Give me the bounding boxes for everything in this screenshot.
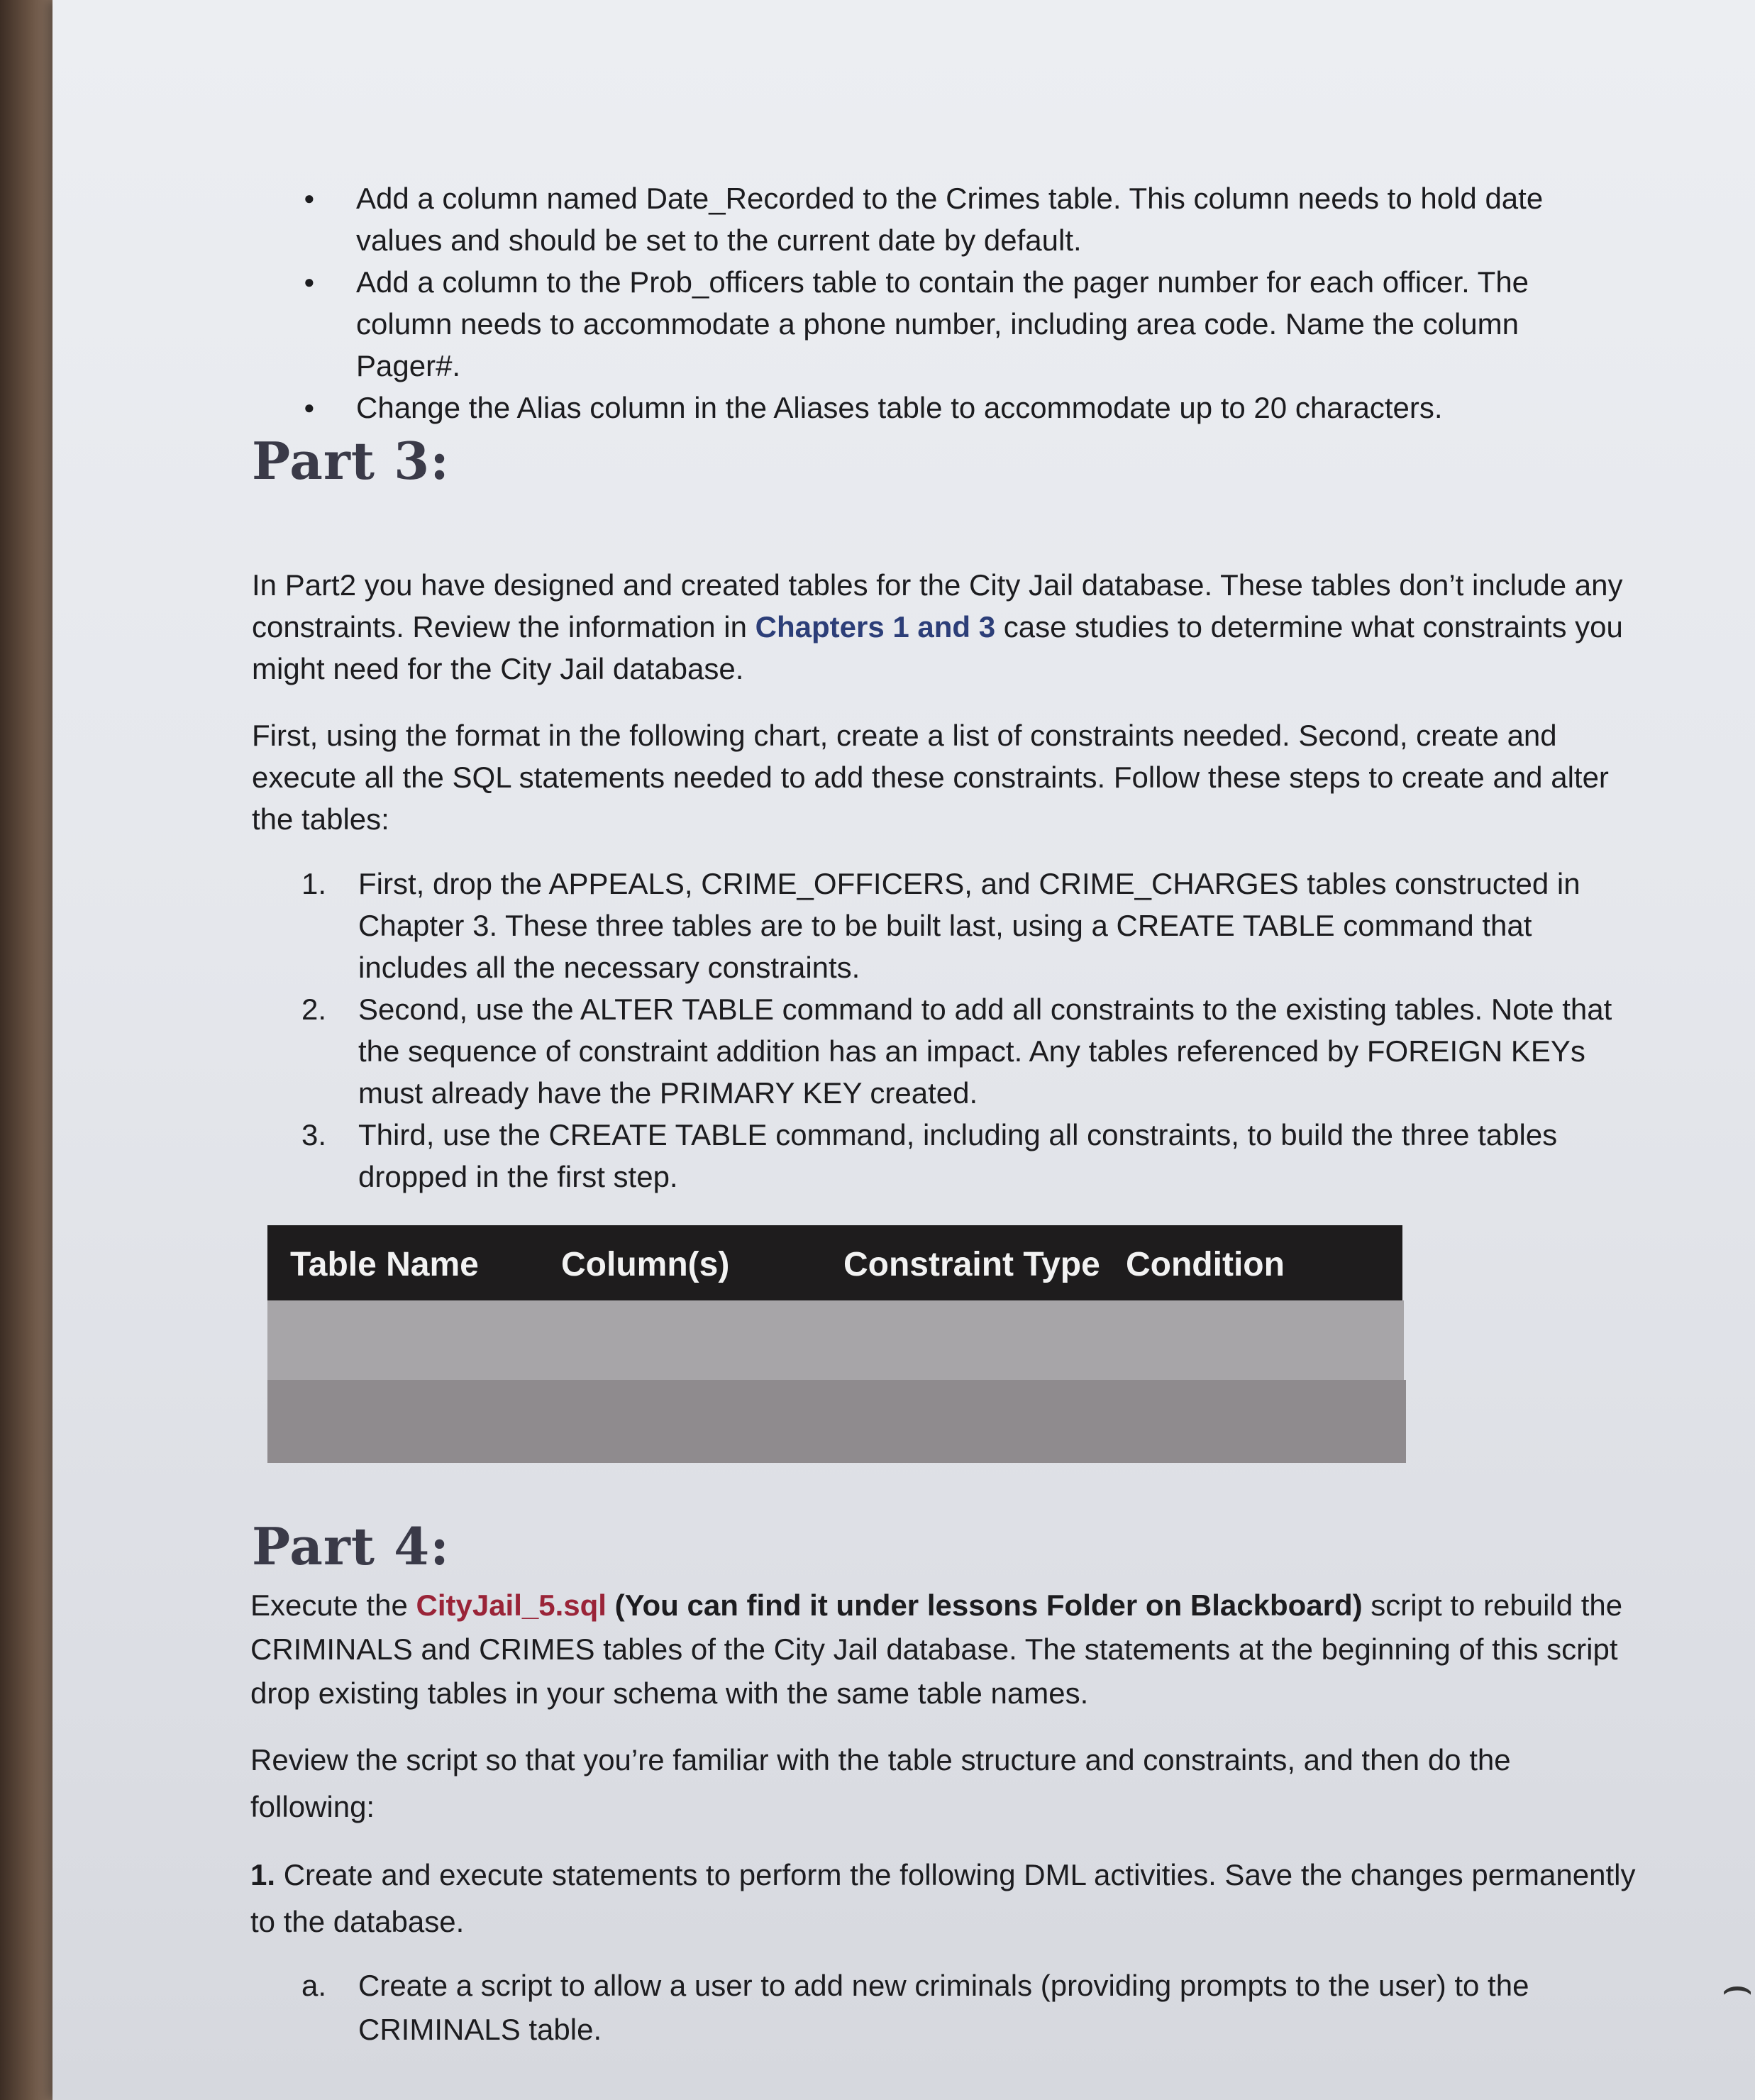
exec-text: Execute the	[250, 1588, 416, 1622]
constraints-table	[267, 1225, 1406, 1463]
intro-text: In Part2 you have designed and created tables for the City Jail database. These tables don’t include any constraints. Review the information in	[252, 568, 1623, 643]
step-item	[301, 1114, 1635, 1198]
table-header-row	[267, 1225, 1402, 1300]
header-columns: Column(s)	[561, 1246, 730, 1283]
header-constraint-type: Constraint Type	[843, 1246, 1100, 1283]
part3-steps-list	[301, 863, 1635, 1198]
part4-review: Review the script so that you’re familiar with the table structure and constraints, and then do the following:	[250, 1743, 1511, 1823]
step-number: 3.	[301, 1118, 327, 1151]
part3-intro	[252, 564, 1635, 690]
script-filename: CityJail_5.sql	[416, 1588, 607, 1622]
subtask-text: Create a script to allow a user to add new criminals (providing prompts to the user) to the CRIMINALS table.	[358, 1969, 1529, 2046]
intro-text-end: case studies to determine what constraints you might need for the City Jail database.	[252, 610, 1623, 685]
blackboard-note: (You can find it under lessons Folder on Blackboard)	[606, 1588, 1363, 1622]
part4-subtask-a	[301, 1964, 1649, 2052]
part4-heading: Part 4:	[252, 1516, 450, 1576]
step-text: First, drop the APPEALS, CRIME_OFFICERS, and CRIME_CHARGES tables constructed in Chapter 3. These three tables are to be built last, using a CREATE TABLE command that includes all the necessary constraints.	[358, 867, 1580, 984]
part3-instructions: First, using the format in the following chart, create a list of constraints needed. Second, create and execute all the SQL statements needed to add these constraints. Follow these steps to create and alter the tables:	[252, 719, 1609, 836]
page-edge-mark: ⌢	[1721, 1957, 1754, 2015]
header-table-name: Table Name	[290, 1246, 479, 1283]
step-text: Second, use the ALTER TABLE command to add all constraints to the existing tables. Note that the sequence of constraint addition has an impact. Any tables referenced by FOREIGN KEYs must already have the PRIMARY KEY created.	[358, 993, 1612, 1110]
subtask-letter: a.	[301, 1969, 327, 2002]
table-row	[267, 1380, 1406, 1463]
part2-bullet-list	[297, 177, 1630, 429]
exec-text-end: script to rebuild the CRIMINALS and CRIMES tables of the City Jail database. The statements at the beginning of this script drop existing tables in your schema with the same table names.	[250, 1588, 1623, 1710]
table-row	[267, 1300, 1404, 1380]
part4-execute-instructions	[250, 1584, 1641, 1715]
part3-heading: Part 3:	[252, 431, 450, 491]
part4-task-1	[250, 1852, 1641, 1945]
bullet-item: ● Change the Alias column in the Aliases table to accommodate up to 20 characters.	[297, 387, 1630, 429]
bullet-item: ● Add a column to the Prob_officers table to contain the pager number for each officer. The column needs to accommodate a phone number, including area code. Name the column Pager#.	[297, 261, 1630, 387]
step-item	[301, 863, 1635, 988]
header-condition: Condition	[1126, 1246, 1285, 1283]
step-text: Third, use the CREATE TABLE command, including all constraints, to build the three tables dropped in the first step.	[358, 1118, 1558, 1193]
chapters-reference: Chapters 1 and 3	[755, 610, 996, 643]
task-number: 1.	[250, 1858, 276, 1891]
step-number: 1.	[301, 867, 327, 900]
task-text: Create and execute statements to perform the following DML activities. Save the changes permanently to the database.	[250, 1858, 1636, 1938]
step-number: 2.	[301, 993, 327, 1026]
step-item	[301, 988, 1635, 1114]
bullet-item: ● Add a column named Date_Recorded to the Crimes table. This column needs to hold date values and should be set to the current date by default.	[297, 177, 1630, 261]
